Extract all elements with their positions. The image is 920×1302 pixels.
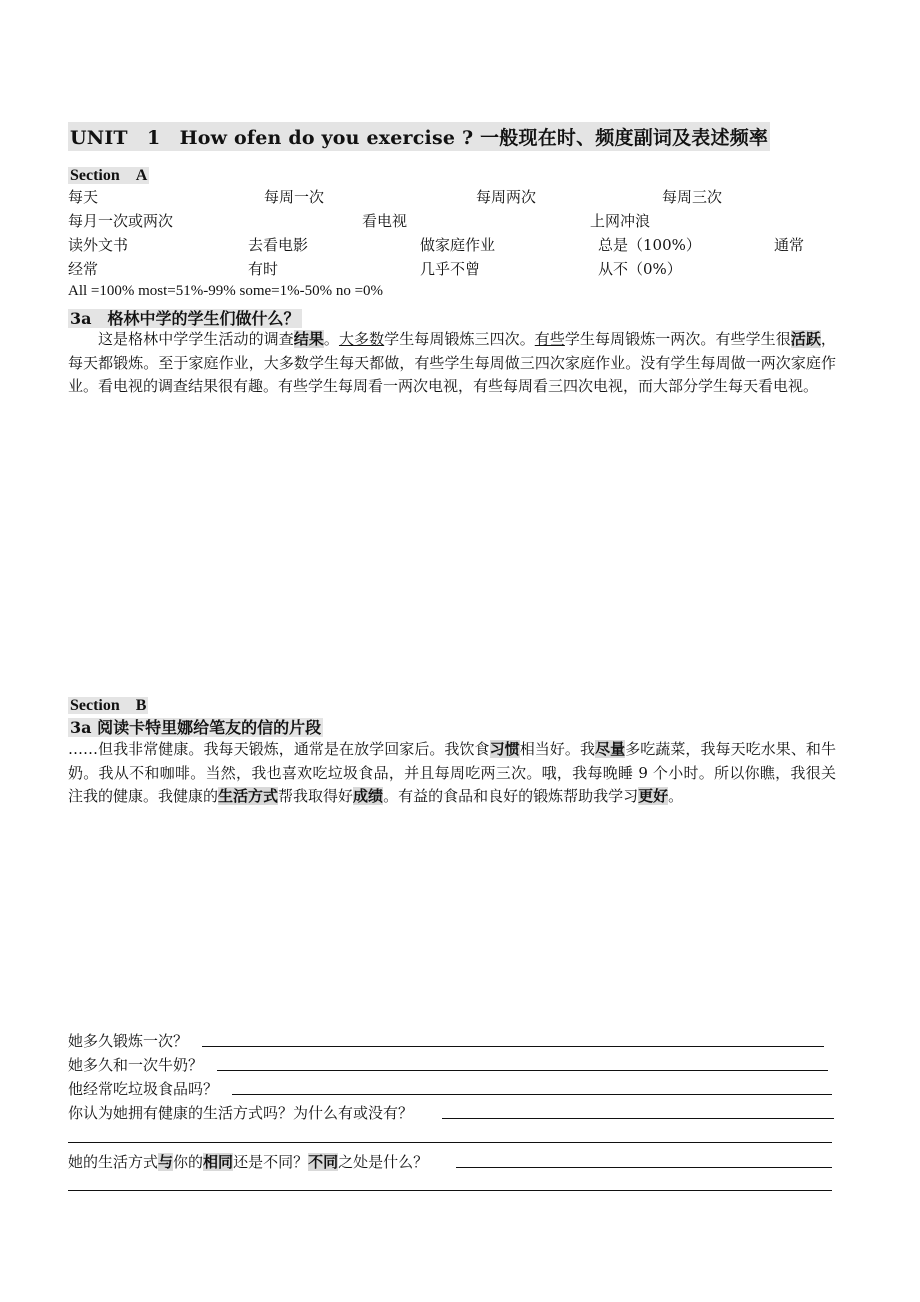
vocab-every-day: 每天 bbox=[68, 188, 99, 206]
question-5: 她的生活方式与你的相同还是不同？不同之处是什么？ bbox=[68, 1153, 429, 1171]
vocab-never: 从不（0%） bbox=[598, 260, 682, 278]
answer-line-4b[interactable] bbox=[68, 1142, 832, 1143]
vocab-always: 总是（100%） bbox=[598, 236, 701, 254]
vocab-three-times-a-week: 每周三次 bbox=[662, 188, 723, 206]
unit-title: UNIT 1 How ofen do you exercise ? 一般现在时、频度副词及表述频率 bbox=[68, 122, 770, 151]
answer-line-3[interactable] bbox=[232, 1094, 832, 1095]
highlight-with: 与 bbox=[158, 1153, 174, 1171]
question-4: 你认为她拥有健康的生活方式吗？为什么有或没有？ bbox=[68, 1104, 414, 1122]
highlight-different: 不同 bbox=[308, 1153, 339, 1171]
vocab-usually: 通常 bbox=[774, 236, 805, 254]
section-a-3a-heading: 3a 格林中学的学生们做什么？ bbox=[70, 309, 300, 328]
underline-most: 大多数 bbox=[338, 330, 385, 348]
vocab-do-homework: 做家庭作业 bbox=[420, 236, 496, 254]
section-b-3a-heading: 3a 阅读卡特里娜给笔友的信的片段 bbox=[70, 718, 322, 737]
vocab-go-to-movies: 去看电影 bbox=[248, 236, 309, 254]
answer-line-2[interactable] bbox=[217, 1070, 828, 1071]
vocab-read-english-books: 读外文书 bbox=[68, 236, 129, 254]
highlight-try: 尽量 bbox=[595, 740, 626, 758]
highlight-active: 活跃 bbox=[790, 330, 821, 348]
highlight-grades: 成绩 bbox=[353, 787, 384, 805]
vocab-watch-tv: 看电视 bbox=[362, 212, 408, 230]
section-a-reading-passage: 这是格林中学学生活动的调查结果。大多数学生每周锻炼三四次。有些学生每周锻炼一两次。有些学生很活跃，每天都锻炼。至于家庭作业，大多数学生每天都做，有些学生每周做三四次家庭作业。没有学生每周做一两次家庭作业。看电视的调查结果很有趣。有些学生每周看一两次电视，有些每周看三四次电视，而大部分学生每天看电视。 bbox=[68, 330, 836, 395]
underline-some: 有些 bbox=[534, 330, 565, 348]
section-b-heading: Section B bbox=[70, 697, 147, 714]
vocab-sometimes: 有时 bbox=[248, 260, 279, 278]
highlight-better: 更好 bbox=[638, 787, 669, 805]
highlight-same: 相同 bbox=[203, 1153, 234, 1171]
quantifier-percentages: All =100% most=51%-99% some=1%-50% no =0% bbox=[68, 283, 384, 299]
question-3: 他经常吃垃圾食品吗？ bbox=[68, 1080, 219, 1098]
section-b-letter-passage: ……但我非常健康。我每天锻炼，通常是在放学回家后。我饮食习惯相当好。我尽量多吃蔬菜，我每天吃水果、和牛奶。我从不和咖啡。当然，我也喜欢吃垃圾食品，并且每周吃两三次。哦，我每晚睡 9 个小时。所以你瞧，我很关注我的健康。我健康的生活方式帮我取得好成绩。有益的食品和良好的锻炼帮助我学习更好。 bbox=[68, 740, 836, 805]
vocab-surf-internet: 上网冲浪 bbox=[590, 212, 651, 230]
vocab-twice-a-week: 每周两次 bbox=[476, 188, 537, 206]
vocab-hardly-ever: 几乎不曾 bbox=[420, 260, 481, 278]
vocab-once-or-twice-a-month: 每月一次或两次 bbox=[68, 212, 174, 230]
highlight-lifestyle: 生活方式 bbox=[218, 787, 279, 805]
answer-line-4[interactable] bbox=[442, 1118, 834, 1119]
highlight-result: 结果 bbox=[293, 330, 324, 348]
highlight-habit: 习惯 bbox=[489, 740, 520, 758]
answer-line-5[interactable] bbox=[456, 1167, 832, 1168]
vocab-once-a-week: 每周一次 bbox=[264, 188, 325, 206]
question-2: 她多久和一次牛奶？ bbox=[68, 1056, 204, 1074]
answer-line-5b[interactable] bbox=[68, 1190, 832, 1191]
question-1: 她多久锻炼一次？ bbox=[68, 1032, 189, 1050]
vocab-often: 经常 bbox=[68, 260, 99, 278]
answer-line-1[interactable] bbox=[202, 1046, 824, 1047]
section-a-heading: Section A bbox=[70, 167, 148, 184]
